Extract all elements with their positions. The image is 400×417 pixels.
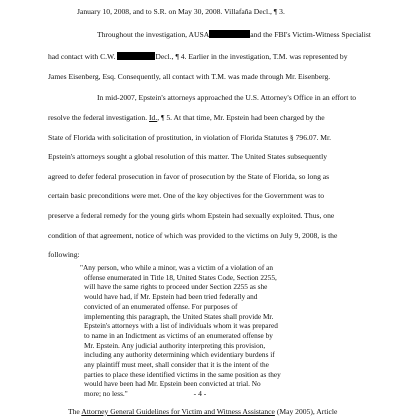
quote-line: parties to place these identified victims in the same position as they	[84, 369, 281, 379]
text-run: Throughout the investigation, AUSA	[97, 30, 210, 39]
text-line: January 10, 2008, and to S.R. on May 30, 2008. Villafaña Decl., ¶ 3.	[77, 7, 285, 16]
citation-id: Id.	[149, 113, 158, 122]
quote-line: will have the same rights to proceed under Section 2255 as she	[84, 282, 268, 292]
text-line	[97, 30, 371, 40]
text-run: Decl., ¶ 4. Earlier in the investigation, T.M. was represented by	[155, 52, 348, 61]
text-line: James Eisenberg, Esq. Consequently, all contact with T.M. was made through Mr. Eisenberg.	[48, 72, 331, 81]
quote-line: more; no less."	[84, 389, 128, 399]
text-line: State of Florida with solicitation of prostitution, in violation of Florida Statutes § 796.07. Mr.	[48, 133, 332, 142]
text-line: Epstein's attorneys sought a global resolution of this matter. The United States subsequently	[48, 152, 327, 161]
text-run: had contact with C.W.	[48, 52, 116, 61]
quote-line: "Any person, who while a minor, was a victim of a violation of an	[80, 263, 273, 272]
citation-link: Attorney General Guidelines for Victim and Witness Assistance	[81, 406, 275, 416]
quote-line: would have had, if Mr. Epstein had been tried federally and	[84, 292, 258, 302]
page-number: - 4 -	[193, 389, 207, 398]
quote-line: Mr. Epstein. Any judicial authority interpreting this provision,	[84, 340, 266, 350]
quote-line: convicted of an enumerated offense. For purposes of	[84, 301, 238, 311]
text-run: , ¶ 5. At that time, Mr. Epstein had been charged by the	[157, 113, 325, 122]
text-line: condition of that agreement, notice of which was provided to the victims on July 9, 2008, is the	[48, 231, 338, 240]
text-line: following:	[48, 250, 80, 259]
text-line: agreed to defer federal prosecution in favor of prosecution by the State of Florida, so long as	[48, 172, 330, 181]
quote-line: to name in an Indictment as victims of an enumerated offense by	[84, 330, 273, 340]
quote-line: any plaintiff must meet, shall consider that it is the intent of the	[84, 360, 269, 369]
quote-line: implementing this paragraph, the United States shall provide Mr.	[84, 311, 274, 321]
text-line	[48, 113, 325, 123]
redaction-block	[117, 52, 155, 60]
text-line	[48, 52, 348, 62]
quote-line: would have been had Mr. Epstein been convicted at trial. No	[84, 379, 261, 389]
text-run: The	[68, 406, 82, 416]
text-run: (May 2005), Article	[274, 406, 338, 416]
quote-line: including any authority determining which evidentiary burdens if	[84, 350, 275, 360]
redaction-block	[209, 30, 250, 38]
quote-line: Epstein's attorneys with a list of individuals whom it was prepared	[84, 321, 278, 331]
quote-line: offense enumerated in Title 18, United States Code, Section 2255,	[84, 272, 277, 282]
text-line: certain basic preconditions were met. One of the key objectives for the Government was to	[48, 191, 325, 200]
text-line	[68, 407, 337, 417]
text-run: and the FBI's Victim-Witness Specialist	[250, 30, 371, 39]
text-line: In mid-2007, Epstein's attorneys approached the U.S. Attorney's Office in an effort to	[97, 93, 357, 102]
text-line: preserve a federal remedy for the young girls whom Epstein had sexually exploited. Thus, one	[48, 211, 335, 220]
text-run: resolve the federal investigation.	[48, 113, 148, 122]
